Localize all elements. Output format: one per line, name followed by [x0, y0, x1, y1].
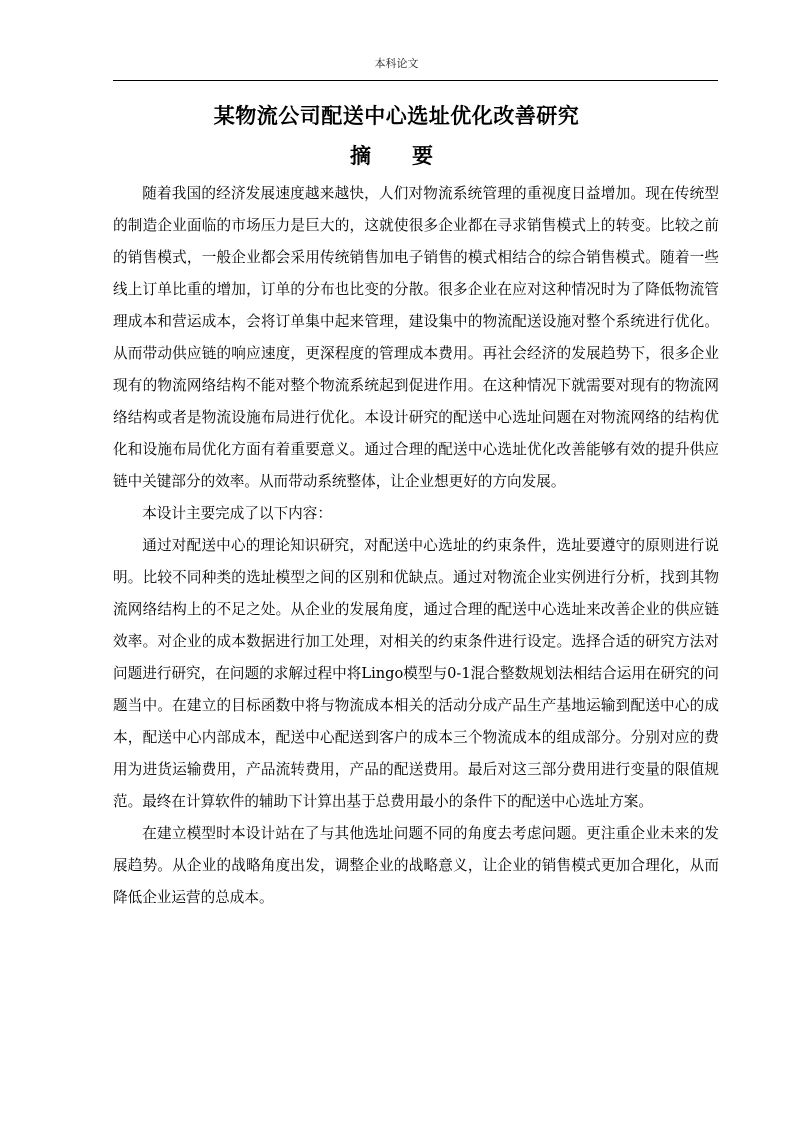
abstract-paragraph: 随着我国的经济发展速度越来越快，人们对物流系统管理的重视度日益增加。现在传统型的制造企业面临的市场压力是巨大的，这就使很多企业都在寻求销售模式上的转变。比较之前的销售模式，一般企业都会采用传统销售加电子销售的模式相结合的综合销售模式。随着一些线上订单比重的增加，订单的分布也比变的分散。很多企业在应对这种情况时为了降低物流管理成本和营运成本，会将订单集中起来管理，建设集中的物流配送设施对整个系统进行优化。从而带动供应链的响应速度，更深程度的管理成本费用。再社会经济的发展趋势下，很多企业现有的物流网络结构不能对整个物流系统起到促进作用。在这种情况下就需要对现有的物流网络结构或者是物流设施布局进行优化。本设计研究的配送中心选址问题在对物流网络的结构优化和设施布局优化方面有着重要意义。通过合理的配送中心选址优化改善能够有效的提升供应链中关键部分的效率。从而带动系统整体，让企业想更好的方向发展。 [113, 185, 719, 490]
header-divider [113, 80, 718, 81]
abstract-body [113, 178, 719, 914]
document-title: 某物流公司配送中心选址优化改善研究 [213, 104, 580, 128]
abstract-heading: 摘 要 [350, 144, 443, 168]
abstract-paragraph: 通过对配送中心的理论知识研究，对配送中心选址的约束条件，选址要遵守的原则进行说明。比较不同种类的选址模型之间的区别和优缺点。通过对物流企业实例进行分析，找到其物流网络结构上的不足之处。从企业的发展角度，通过合理的配送中心选址来改善企业的供应链效率。对企业的成本数据进行加工处理，对相关的约束条件进行设定。选择合适的研究方法对问题进行研究，在问题的求解过程中将Lingo模型与0-1混合整数规划法相结合运用在研究的问题当中。在建立的目标函数中将与物流成本相关的活动分成产品生产基地运输到配送中心的成本，配送中心内部成本，配送中心配送到客户的成本三个物流成本的组成部分。分别对应的费用为进货运输费用，产品流转费用，产品的配送费用。最后对这三部分费用进行变量的限值规范。最终在计算软件的辅助下计算出基于总费用最小的条件下的配送中心选址方案。 [113, 537, 719, 810]
abstract-paragraph: 本设计主要完成了以下内容： [142, 505, 332, 522]
running-header: 本科论文 [374, 57, 419, 70]
abstract-paragraph: 在建立模型时本设计站在了与其他选址问题不同的角度去考虑问题。更注重企业未来的发展趋势。从企业的战略角度出发，调整企业的战略意义，让企业的销售模式更加合理化，从而降低企业运营的总成本。 [113, 825, 719, 906]
